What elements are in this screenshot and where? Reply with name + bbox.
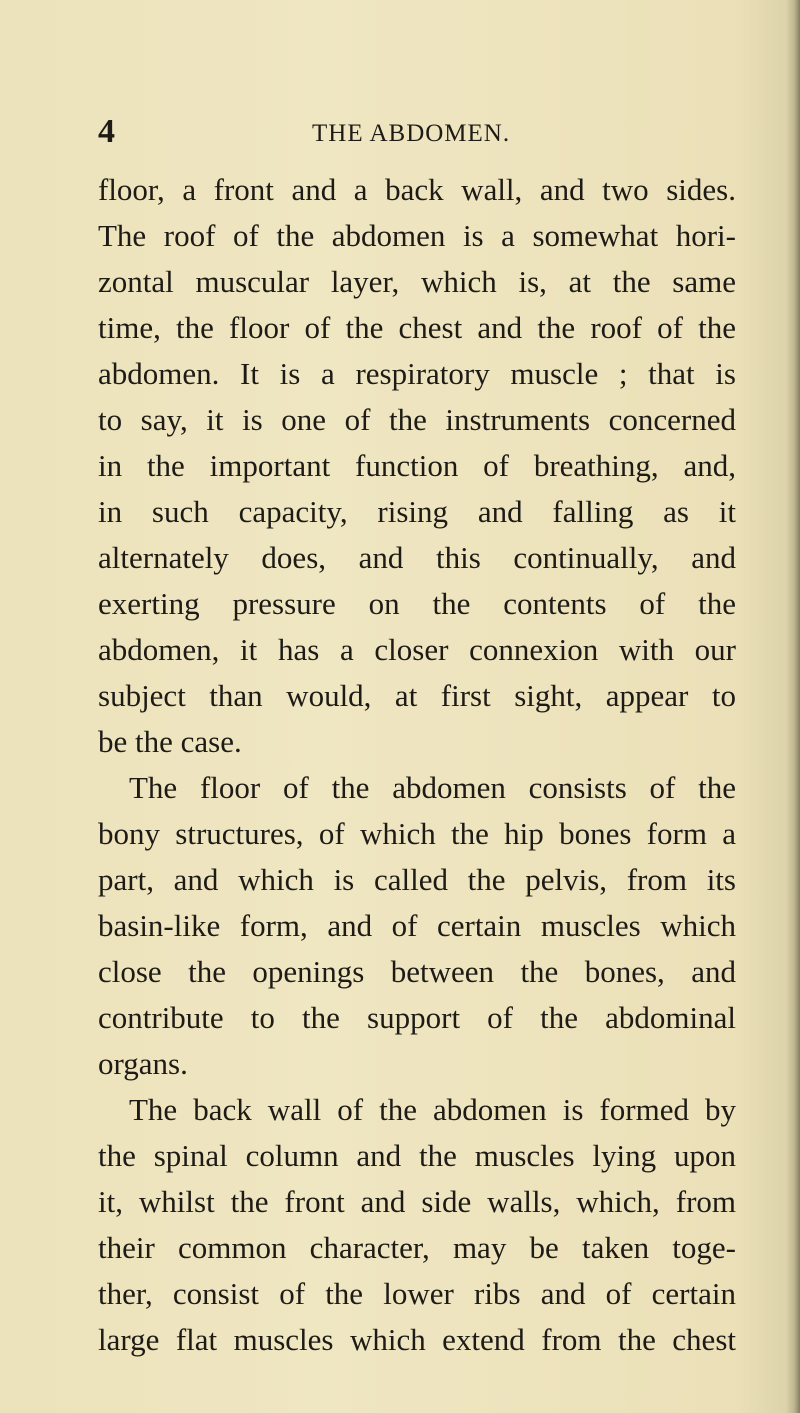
text-line: to say, it is one of the instruments concerned — [98, 402, 736, 437]
text-line: part, and which is called the pelvis, from its — [98, 862, 736, 897]
text-line: time, the floor of the chest and the roof of the — [98, 310, 736, 345]
text-line: their common character, may be taken toge- — [98, 1230, 736, 1265]
text-line: contribute to the support of the abdominal — [98, 1000, 736, 1035]
page-number: 4 — [98, 113, 115, 150]
text-line: bony structures, of which the hip bones form a — [98, 816, 736, 851]
text-line: ther, consist of the lower ribs and of certain — [98, 1276, 736, 1311]
text-line: abdomen, it has a closer connexion with our — [98, 632, 736, 667]
paragraph-start-line: The floor of the abdomen consists of the — [129, 770, 736, 805]
text-line: abdomen. It is a respiratory muscle ; that is — [98, 356, 736, 391]
text-line: floor, a front and a back wall, and two sides. — [98, 172, 736, 207]
body-text — [98, 167, 736, 1363]
text-line: The roof of the abdomen is a somewhat hori- — [98, 218, 736, 253]
text-line: large flat muscles which extend from the chest — [98, 1322, 736, 1357]
text-line: subject than would, at first sight, appear to — [98, 678, 736, 713]
text-line: organs. — [98, 1046, 188, 1081]
text-line: basin-like form, and of certain muscles which — [98, 908, 736, 943]
text-line: in such capacity, rising and falling as it — [98, 494, 736, 529]
text-line: it, whilst the front and side walls, which, from — [98, 1184, 736, 1219]
running-head: THE ABDOMEN. — [312, 120, 511, 147]
text-line: exerting pressure on the contents of the — [98, 586, 736, 621]
text-line: be the case. — [98, 724, 242, 759]
text-line: zontal muscular layer, which is, at the same — [98, 264, 736, 299]
page-header — [0, 112, 800, 152]
text-line: alternately does, and this continually, and — [98, 540, 736, 575]
text-line: in the important function of breathing, and, — [98, 448, 736, 483]
page-edge-shadow — [786, 0, 800, 1413]
text-line: the spinal column and the muscles lying upon — [98, 1138, 736, 1173]
text-line: close the openings between the bones, and — [98, 954, 736, 989]
paragraph-start-line: The back wall of the abdomen is formed by — [129, 1092, 736, 1127]
